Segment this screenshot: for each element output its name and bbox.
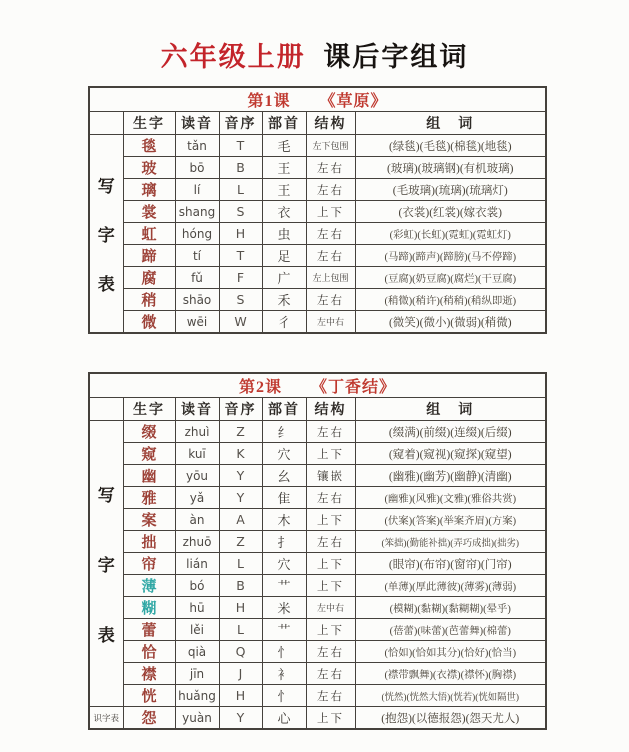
word-group-cell: (模糊)(黏糊)(黏糊糊)(晕乎) (355, 597, 546, 619)
new-character-cell: 蹄 (123, 245, 175, 267)
radical-cell: 王 (262, 179, 306, 201)
new-character-cell: 帘 (123, 553, 175, 575)
alphabetical-initial-cell: S (219, 201, 262, 223)
pinyin-cell: lián (175, 553, 219, 575)
structure-cell: 左中右 (306, 597, 355, 619)
alphabetical-initial-cell: S (219, 289, 262, 311)
new-character-cell: 窥 (123, 443, 175, 465)
pinyin-cell: lí (175, 179, 219, 201)
page-title (0, 0, 629, 74)
new-character-cell: 案 (123, 509, 175, 531)
alphabetical-initial-cell: Y (219, 465, 262, 487)
word-group-cell: (恍然)(恍然大悟)(恍若)(恍如隔世) (355, 685, 546, 707)
word-group-cell: (玻璃)(玻璃钢)(有机玻璃) (355, 157, 546, 179)
structure-cell: 左右 (306, 421, 355, 443)
vocab-row (89, 465, 546, 487)
structure-cell: 左上包围 (306, 267, 355, 289)
lesson1-number: 第1课 (247, 93, 291, 110)
lesson2-table (88, 372, 547, 730)
structure-cell: 上下 (306, 201, 355, 223)
pinyin-cell: yǎ (175, 487, 219, 509)
structure-cell: 左右 (306, 531, 355, 553)
lesson1-title-row (89, 87, 546, 112)
word-group-cell: (豆腐)(奶豆腐)(腐烂)(干豆腐) (355, 267, 546, 289)
side-label-reading-list: 识字表 (89, 707, 123, 730)
lesson2-title-cell (89, 373, 546, 398)
word-group-cell: (彩虹)(长虹)(霓虹)(霓虹灯) (355, 223, 546, 245)
structure-cell: 左中右 (306, 311, 355, 334)
word-group-cell: (襟带飘舞)(衣襟)(襟怀)(胸襟) (355, 663, 546, 685)
radical-cell: 忄 (262, 685, 306, 707)
radical-cell: 穴 (262, 443, 306, 465)
col-header-words: 组 词 (355, 398, 546, 421)
vocab-row (89, 663, 546, 685)
vocab-row (89, 553, 546, 575)
word-group-cell: (绿毯)(毛毯)(棉毯)(地毯) (355, 135, 546, 157)
lesson1-table (88, 86, 547, 334)
pinyin-cell: àn (175, 509, 219, 531)
vocab-row (89, 707, 546, 730)
vocab-row (89, 223, 546, 245)
new-character-cell: 雅 (123, 487, 175, 509)
pinyin-cell: lěi (175, 619, 219, 641)
pinyin-cell: hū (175, 597, 219, 619)
side-label-char: 表 (97, 626, 115, 646)
col-header-structure: 结构 (306, 398, 355, 421)
word-group-cell: (缀满)(前缀)(连缀)(后缀) (355, 421, 546, 443)
col-header-initial: 音序 (219, 112, 262, 135)
pinyin-cell: bō (175, 157, 219, 179)
alphabetical-initial-cell: Y (219, 487, 262, 509)
structure-cell: 左右 (306, 223, 355, 245)
new-character-cell: 幽 (123, 465, 175, 487)
vocab-row (89, 135, 546, 157)
pinyin-cell: huǎng (175, 685, 219, 707)
word-group-cell: (恰如)(恰如其分)(恰好)(恰当) (355, 641, 546, 663)
side-label-char: 写 (97, 485, 115, 505)
alphabetical-initial-cell: T (219, 245, 262, 267)
side-label-writing-list (89, 135, 123, 334)
vocab-row (89, 443, 546, 465)
vocab-row (89, 421, 546, 443)
new-character-cell: 腐 (123, 267, 175, 289)
radical-cell: 幺 (262, 465, 306, 487)
radical-cell: 忄 (262, 641, 306, 663)
word-group-cell: (毛玻璃)(琉璃)(琉璃灯) (355, 179, 546, 201)
pinyin-cell: tǎn (175, 135, 219, 157)
radical-cell: 衣 (262, 201, 306, 223)
col-header-radical: 部首 (262, 398, 306, 421)
pinyin-cell: kuī (175, 443, 219, 465)
alphabetical-initial-cell: H (219, 597, 262, 619)
alphabetical-initial-cell: Z (219, 421, 262, 443)
structure-cell: 左右 (306, 245, 355, 267)
pinyin-cell: jīn (175, 663, 219, 685)
word-group-cell: (眼帘)(布帘)(窗帘)(门帘) (355, 553, 546, 575)
radical-cell: 米 (262, 597, 306, 619)
new-character-cell: 毯 (123, 135, 175, 157)
word-group-cell: (抱怨)(以德报怨)(怨天尤人) (355, 707, 546, 730)
word-group-cell: (窥着)(窥视)(窥探)(窥望) (355, 443, 546, 465)
side-label-char: 字 (97, 556, 115, 575)
structure-cell: 左右 (306, 179, 355, 201)
new-character-cell: 糊 (123, 597, 175, 619)
alphabetical-initial-cell: H (219, 685, 262, 707)
radical-cell: 艹 (262, 619, 306, 641)
lesson1-book-title: 《草原》 (319, 93, 388, 110)
vocab-row (89, 685, 546, 707)
structure-cell: 左下包围 (306, 135, 355, 157)
radical-cell: 禾 (262, 289, 306, 311)
lesson2-number: 第2课 (238, 379, 282, 396)
alphabetical-initial-cell: L (219, 553, 262, 575)
new-character-cell: 恍 (123, 685, 175, 707)
side-label-char: 表 (97, 275, 115, 295)
vocab-row (89, 179, 546, 201)
vocab-row (89, 531, 546, 553)
alphabetical-initial-cell: Y (219, 707, 262, 730)
new-character-cell: 薄 (123, 575, 175, 597)
pinyin-cell: yōu (175, 465, 219, 487)
vocab-row (89, 575, 546, 597)
radical-cell: 彳 (262, 311, 306, 334)
word-group-cell: (单薄)(厚此薄彼)(薄雾)(薄弱) (355, 575, 546, 597)
new-character-cell: 裳 (123, 201, 175, 223)
side-label-char: 字 (97, 226, 115, 245)
vocab-row (89, 267, 546, 289)
alphabetical-initial-cell: T (219, 135, 262, 157)
structure-cell: 上下 (306, 575, 355, 597)
lesson2-column-header-row (89, 398, 546, 421)
vocab-row (89, 289, 546, 311)
alphabetical-initial-cell: B (219, 575, 262, 597)
alphabetical-initial-cell: L (219, 619, 262, 641)
word-group-cell: (蓓蕾)(味蕾)(芭蕾舞)(棉蕾) (355, 619, 546, 641)
side-label-writing-list (89, 421, 123, 707)
word-group-cell: (笨拙)(勤能补拙)(弄巧成拙)(拙劣) (355, 531, 546, 553)
word-group-cell: (稍微)(稍许)(稍稍)(稍纵即逝) (355, 289, 546, 311)
word-group-cell: (衣裳)(红裳)(嫁衣裳) (355, 201, 546, 223)
structure-cell: 左右 (306, 663, 355, 685)
alphabetical-initial-cell: J (219, 663, 262, 685)
radical-cell: 木 (262, 509, 306, 531)
lesson1-title-cell (89, 87, 546, 112)
radical-cell: 足 (262, 245, 306, 267)
pinyin-cell: shāo (175, 289, 219, 311)
structure-cell: 镶嵌 (306, 465, 355, 487)
alphabetical-initial-cell: H (219, 223, 262, 245)
structure-cell: 上下 (306, 443, 355, 465)
side-label-char: 写 (97, 176, 115, 196)
new-character-cell: 怨 (123, 707, 175, 730)
vocab-row (89, 641, 546, 663)
new-character-cell: 虹 (123, 223, 175, 245)
new-character-cell: 襟 (123, 663, 175, 685)
structure-cell: 上下 (306, 509, 355, 531)
radical-cell: 衤 (262, 663, 306, 685)
lesson2-book-title: 《丁香结》 (311, 379, 397, 396)
pinyin-cell: fǔ (175, 267, 219, 289)
vocab-row (89, 487, 546, 509)
col-header-char: 生字 (123, 112, 175, 135)
word-group-cell: (伏案)(答案)(举案齐眉)(方案) (355, 509, 546, 531)
title-topic: 课后字组词 (323, 42, 469, 72)
radical-cell: 广 (262, 267, 306, 289)
pinyin-cell: hóng (175, 223, 219, 245)
word-group-cell: (微笑)(微小)(微弱)(稍微) (355, 311, 546, 334)
pinyin-cell: shang (175, 201, 219, 223)
pinyin-cell: qià (175, 641, 219, 663)
corner-cell (89, 398, 123, 421)
new-character-cell: 微 (123, 311, 175, 334)
new-character-cell: 璃 (123, 179, 175, 201)
vocab-row (89, 245, 546, 267)
radical-cell: 心 (262, 707, 306, 730)
title-grade: 六年级上册 (160, 42, 306, 72)
alphabetical-initial-cell: B (219, 157, 262, 179)
alphabetical-initial-cell: L (219, 179, 262, 201)
lesson1-column-header-row (89, 112, 546, 135)
alphabetical-initial-cell: Q (219, 641, 262, 663)
alphabetical-initial-cell: W (219, 311, 262, 334)
alphabetical-initial-cell: Z (219, 531, 262, 553)
structure-cell: 左右 (306, 685, 355, 707)
word-group-cell: (幽雅)(风雅)(文雅)(雅俗共赏) (355, 487, 546, 509)
col-header-char: 生字 (123, 398, 175, 421)
col-header-radical: 部首 (262, 112, 306, 135)
pinyin-cell: zhuì (175, 421, 219, 443)
structure-cell: 上下 (306, 553, 355, 575)
radical-cell: 毛 (262, 135, 306, 157)
col-header-pinyin: 读音 (175, 112, 219, 135)
structure-cell: 上下 (306, 707, 355, 730)
radical-cell: 隹 (262, 487, 306, 509)
lesson1-rows (89, 135, 546, 334)
structure-cell: 左右 (306, 487, 355, 509)
col-header-pinyin: 读音 (175, 398, 219, 421)
new-character-cell: 玻 (123, 157, 175, 179)
pinyin-cell: wēi (175, 311, 219, 334)
vocab-row (89, 619, 546, 641)
radical-cell: 艹 (262, 575, 306, 597)
pinyin-cell: bó (175, 575, 219, 597)
pinyin-cell: tí (175, 245, 219, 267)
pinyin-cell: yuàn (175, 707, 219, 730)
vocab-row (89, 157, 546, 179)
vocab-row (89, 201, 546, 223)
lesson2-title-row (89, 373, 546, 398)
radical-cell: 虫 (262, 223, 306, 245)
new-character-cell: 蕾 (123, 619, 175, 641)
word-group-cell: (幽雅)(幽芳)(幽静)(清幽) (355, 465, 546, 487)
new-character-cell: 拙 (123, 531, 175, 553)
radical-cell: 纟 (262, 421, 306, 443)
new-character-cell: 缀 (123, 421, 175, 443)
vocab-row (89, 311, 546, 334)
new-character-cell: 恰 (123, 641, 175, 663)
pinyin-cell: zhuō (175, 531, 219, 553)
structure-cell: 左右 (306, 641, 355, 663)
lesson2-rows (89, 421, 546, 730)
corner-cell (89, 112, 123, 135)
vocab-row (89, 509, 546, 531)
structure-cell: 上下 (306, 619, 355, 641)
new-character-cell: 稍 (123, 289, 175, 311)
radical-cell: 穴 (262, 553, 306, 575)
structure-cell: 左右 (306, 289, 355, 311)
alphabetical-initial-cell: K (219, 443, 262, 465)
col-header-words: 组 词 (355, 112, 546, 135)
radical-cell: 王 (262, 157, 306, 179)
alphabetical-initial-cell: F (219, 267, 262, 289)
alphabetical-initial-cell: A (219, 509, 262, 531)
word-group-cell: (马蹄)(蹄声)(蹄膀)(马不停蹄) (355, 245, 546, 267)
col-header-initial: 音序 (219, 398, 262, 421)
vocab-row (89, 597, 546, 619)
col-header-structure: 结构 (306, 112, 355, 135)
radical-cell: 扌 (262, 531, 306, 553)
structure-cell: 左右 (306, 157, 355, 179)
